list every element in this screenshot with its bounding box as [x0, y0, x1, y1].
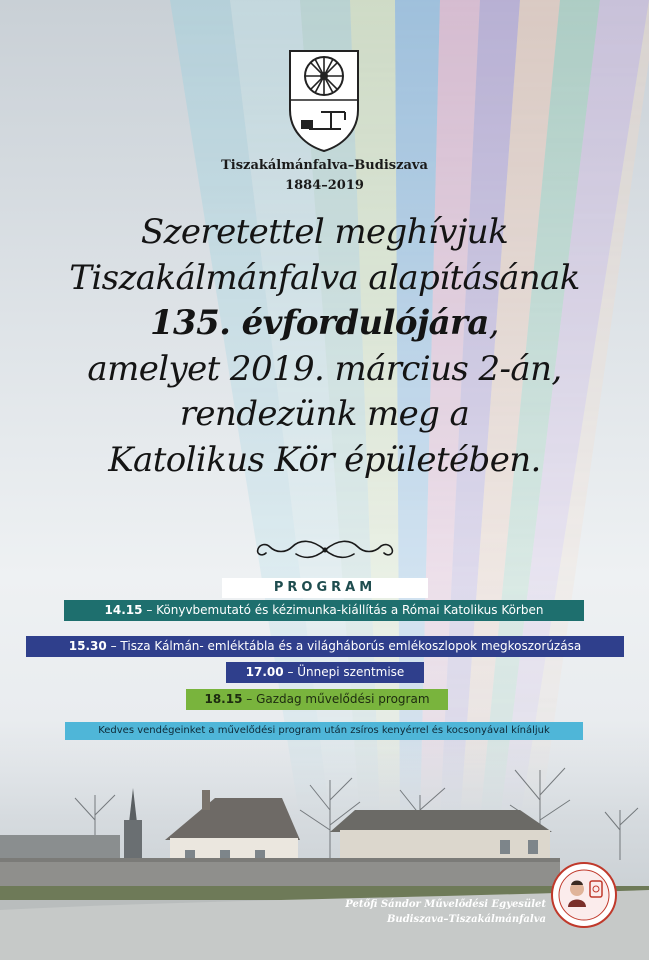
headline-line-3 [0, 301, 649, 347]
invitation-headline [0, 210, 649, 483]
program-item-1700 [226, 662, 424, 683]
coat-of-arms-icon [287, 48, 361, 154]
headline-line-1: Szeretettel meghívjuk [140, 212, 509, 252]
town-years: 1884–2019 [285, 178, 364, 193]
organizer-location: Budiszava–Tiszakálmánfalva [386, 914, 546, 925]
program-description: – Tisza Kálmán- emléktábla és a világháborús emlékoszlopok megkoszorúzása [106, 639, 582, 653]
anniversary-bold-text: 135. évfordulójára [149, 303, 489, 343]
organizer-name: Petőfi Sándor Művelődési Egyesület [345, 899, 546, 910]
headline-line-4: amelyet 2019. március 2-án, [87, 348, 562, 389]
program-item-1415 [64, 600, 584, 621]
hospitality-note: Kedves vendégeinket a művelődési program után zsíros kenyérrel és kocsonyával kínáljuk [65, 722, 583, 740]
headline-line-3-rest: , [488, 303, 500, 343]
program-description: – Ünnepi szentmise [283, 665, 405, 679]
program-description: – Gazdag művelődési program [242, 692, 430, 706]
program-time: 18.15 [204, 692, 243, 706]
program-description: – Könyvbemutató és kézimunka-kiállítás a Római Katolikus Körben [142, 603, 544, 617]
program-time: 17.00 [245, 665, 284, 679]
association-emblem-icon [550, 861, 618, 929]
flourish-divider-icon [252, 535, 398, 565]
program-time: 15.30 [68, 639, 107, 653]
headline-line-5: rendezünk meg a [179, 394, 470, 434]
program-item-1815 [186, 689, 448, 710]
headline-line-2: Tiszakálmánfalva alapításának [69, 257, 580, 298]
program-title: PROGRAM [222, 578, 428, 598]
program-time: 14.15 [104, 603, 143, 617]
program-item-1530 [26, 636, 624, 657]
headline-line-6: Katolikus Kör épületében. [108, 439, 541, 480]
town-name: Tiszakálmánfalva–Budiszava [221, 158, 428, 173]
